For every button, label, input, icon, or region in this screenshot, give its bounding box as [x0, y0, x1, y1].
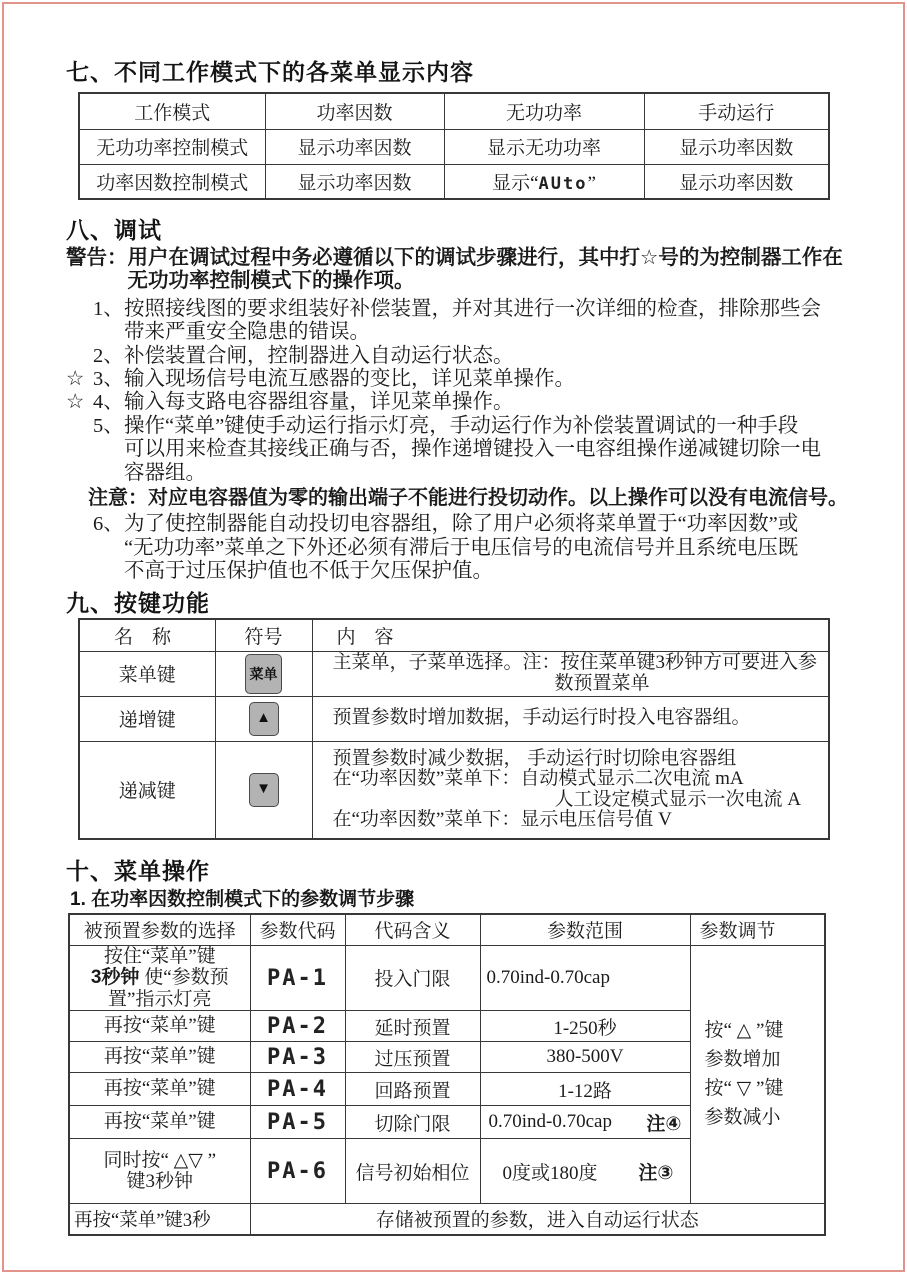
step-item — [66, 415, 884, 485]
table-row — [69, 945, 825, 1011]
warning-lines — [128, 246, 843, 293]
step-item — [66, 345, 884, 368]
range-value: 0度或180度 — [502, 1162, 598, 1184]
content-line: 预置参数时减少数据， 手动运行时切除电容器组 — [332, 747, 737, 769]
note-reference: 注③ — [638, 1162, 674, 1184]
select-step-cell: 再按“菜单”键 — [69, 1042, 250, 1073]
menu-key-button — [245, 654, 282, 694]
table-cell — [444, 164, 644, 199]
select-step-cell — [69, 945, 250, 1011]
table-cell: 显示无功功率 — [444, 129, 644, 164]
table-header-row — [79, 619, 829, 651]
content-line: 预置参数时增加数据，手动运行时投入电容器组。 — [332, 707, 751, 729]
select-step-cell: 再按“菜单”键3秒 — [69, 1204, 250, 1235]
up-triangle-icon: ▲ — [256, 710, 271, 726]
step-line: 补偿装置合闸，控制器进入自动运行状态。 — [124, 344, 514, 367]
section7-heading: 七、不同工作模式下的各菜单显示内容 — [66, 59, 474, 85]
key-content-cell — [312, 651, 829, 696]
param-code-cell — [250, 1042, 345, 1073]
column-header: 代码含义 — [345, 914, 480, 945]
param-range-cell — [480, 1139, 690, 1204]
section9-heading: 九、按键功能 — [66, 590, 210, 616]
table-cell: 显示功率因数 — [265, 129, 444, 164]
step-line: 为了使控制器能自动投切电容器组，除了用户必须将菜单置于“功率因数”或 — [124, 513, 799, 536]
seven-segment-code: PA-6 — [267, 1159, 328, 1184]
note-paragraph: 注意：对应电容器值为零的输出端子不能进行投切动作。以上操作可以没有电流信号。 — [88, 487, 848, 510]
param-code-cell — [250, 1139, 345, 1204]
table-row — [79, 164, 829, 199]
param-range-cell: 380-500V — [480, 1042, 690, 1073]
column-header: 功率因数 — [265, 93, 444, 129]
table-header-row — [69, 914, 825, 945]
key-symbol-cell — [215, 696, 312, 741]
column-header: 符号 — [215, 619, 312, 651]
code-meaning-cell: 投入门限 — [345, 945, 480, 1011]
table-header-row — [79, 93, 829, 129]
table-row — [79, 696, 829, 741]
step-line: 输入现场信号电流互感器的变比，详见菜单操作。 — [124, 368, 575, 391]
select-line: 按住“菜单”键 — [103, 945, 216, 967]
seven-segment-code: PA-4 — [267, 1077, 328, 1102]
param-adjust-cell — [690, 945, 825, 1204]
seven-segment-auto-text: AUto — [538, 173, 588, 194]
step-item — [66, 513, 884, 583]
param-code-cell — [250, 1011, 345, 1042]
column-header: 名 称 — [79, 619, 215, 651]
step-number: 3、 — [93, 368, 124, 391]
content-line: 主菜单，子菜单选择。注：按住菜单键3秒钟方可要进入参 — [332, 652, 818, 673]
code-meaning-cell: 切除门限 — [345, 1106, 480, 1139]
range-value: 0.70ind-0.70cap — [488, 1111, 612, 1132]
step-item — [66, 298, 884, 345]
seven-segment-code: PA-3 — [267, 1045, 328, 1070]
adjust-line: 参数减小 — [704, 1107, 781, 1129]
warning-label: 警告： — [66, 246, 128, 269]
key-name-cell: 菜单键 — [79, 651, 215, 696]
footer-merged-cell: 存储被预置的参数，进入自动运行状态 — [250, 1204, 825, 1235]
select-step-cell: 再按“菜单”键 — [69, 1106, 250, 1139]
warning-line: 用户在调试过程中务必遵循以下的调试步骤进行，其中打☆号的为控制器工作在 — [127, 246, 843, 269]
param-range-cell: 0.70ind-0.70cap — [480, 945, 690, 1011]
param-code-cell — [250, 945, 345, 1011]
column-header: 参数范围 — [480, 914, 690, 945]
column-header: 参数代码 — [250, 914, 345, 945]
content-line: 在“功率因数”菜单下：自动模式显示二次电流 mA — [332, 768, 744, 790]
code-meaning-cell: 过压预置 — [345, 1042, 480, 1073]
step-line: 带来严重安全隐患的错误。 — [124, 321, 370, 344]
seven-segment-code: PA-5 — [267, 1110, 328, 1135]
section10-subtitle: 1. 在功率因数控制模式下的参数调节步骤 — [70, 889, 415, 910]
key-name-cell: 递增键 — [79, 696, 215, 741]
table-footer-row — [69, 1204, 825, 1235]
column-header: 手动运行 — [644, 93, 829, 129]
content-line: 人工设定模式显示一次电流 A — [554, 788, 801, 810]
column-header: 工作模式 — [79, 93, 265, 129]
adjust-line: 参数增加 — [704, 1049, 781, 1071]
step-item — [66, 391, 884, 414]
down-arrow-key-button — [249, 773, 279, 807]
select-step-cell: 再按“菜单”键 — [69, 1011, 250, 1042]
step-line: 按照接线图的要求组装好补偿装置，并对其进行一次详细的检查，排除那些会 — [124, 297, 821, 320]
step-line: 可以用来检查其接线正确与否，操作递增键投入一电容组操作递减键切除一电 — [124, 438, 821, 461]
step-number: 1、 — [93, 297, 124, 320]
step-number: 4、 — [93, 391, 124, 414]
star-marker — [66, 298, 93, 345]
column-header: 参数调节 — [690, 914, 825, 945]
key-function-table — [78, 618, 830, 840]
key-symbol-cell — [215, 741, 312, 839]
column-header: 内 容 — [312, 619, 829, 651]
table-row — [79, 651, 829, 696]
star-marker: ☆ — [66, 391, 85, 414]
select-line: 键3秒钟 — [126, 1171, 193, 1192]
key-name-cell: 递减键 — [79, 741, 215, 839]
step-item — [66, 368, 884, 391]
step-line: 不高于过压保护值也不低于欠压保护值。 — [124, 560, 493, 583]
auto-display-suffix: ” — [587, 172, 596, 194]
seven-segment-code: PA-2 — [267, 1014, 328, 1039]
step-line: 输入每支路电容器组容量，详见菜单操作。 — [124, 391, 514, 414]
step-line: 容器组。 — [124, 461, 206, 484]
menu-key-label: 菜单 — [249, 665, 278, 682]
down-triangle-icon: ▼ — [256, 781, 271, 798]
code-meaning-cell: 延时预置 — [345, 1011, 480, 1042]
select-step-cell — [69, 1139, 250, 1204]
key-symbol-cell — [215, 651, 312, 696]
note-reference: 注④ — [646, 1113, 682, 1135]
star-marker — [66, 345, 93, 368]
select-step-cell: 再按“菜单”键 — [69, 1073, 250, 1106]
bold-duration: 3秒钟 — [90, 967, 140, 988]
table-cell: 显示功率因数 — [265, 164, 444, 199]
column-header: 被预置参数的选择 — [69, 914, 250, 945]
step-number: 2、 — [93, 344, 124, 367]
table-cell: 功率因数控制模式 — [79, 164, 265, 199]
debug-instructions — [66, 246, 884, 584]
warning-paragraph — [66, 246, 884, 293]
adjust-line: 按“ ▽ ”键 — [704, 1078, 784, 1100]
auto-display-prefix: 显示“ — [492, 172, 539, 194]
menu-operation-table — [68, 913, 826, 1236]
up-arrow-key-button — [249, 702, 279, 736]
key-content-cell — [312, 741, 829, 839]
content-line: 数预置菜单 — [554, 672, 650, 694]
param-range-cell: 1-250秒 — [480, 1011, 690, 1042]
key-content-cell — [312, 696, 829, 741]
table-cell: 显示功率因数 — [644, 164, 829, 199]
section8-heading: 八、调试 — [66, 217, 162, 243]
table-row — [79, 741, 829, 839]
content-line: 在“功率因数”菜单下：显示电压信号值 V — [332, 809, 672, 831]
step-line: 操作“菜单”键使手动运行指示灯亮，手动运行作为补偿装置调试的一种手段 — [124, 414, 799, 437]
table-cell: 无功功率控制模式 — [79, 129, 265, 164]
param-range-cell: 1-12路 — [480, 1073, 690, 1106]
mode-display-table — [78, 92, 830, 200]
step-number: 6、 — [93, 513, 124, 536]
code-meaning-cell: 回路预置 — [345, 1073, 480, 1106]
star-marker — [66, 513, 93, 583]
step-line: “无功功率”菜单之下外还必须有滞后于电压信号的电流信号并且系统电压既 — [124, 536, 799, 559]
select-line: 3秒钟 使“参数预 — [90, 967, 229, 988]
param-range-cell — [480, 1106, 690, 1139]
code-meaning-cell: 信号初始相位 — [345, 1139, 480, 1204]
table-row — [79, 129, 829, 164]
select-line: 同时按“ △▽ ” — [103, 1149, 217, 1171]
star-marker — [66, 415, 93, 485]
column-header: 无功功率 — [444, 93, 644, 129]
step-number: 5、 — [93, 414, 124, 437]
table-cell: 显示功率因数 — [644, 129, 829, 164]
seven-segment-code: PA-1 — [267, 965, 328, 991]
select-line: 置”指示灯亮 — [108, 988, 212, 1010]
star-marker: ☆ — [66, 368, 85, 391]
param-code-cell — [250, 1106, 345, 1139]
adjust-line: 按“ △ ”键 — [704, 1020, 784, 1042]
warning-line: 无功功率控制模式下的操作项。 — [127, 269, 415, 293]
section10-heading: 十、菜单操作 — [66, 858, 210, 884]
param-code-cell — [250, 1073, 345, 1106]
